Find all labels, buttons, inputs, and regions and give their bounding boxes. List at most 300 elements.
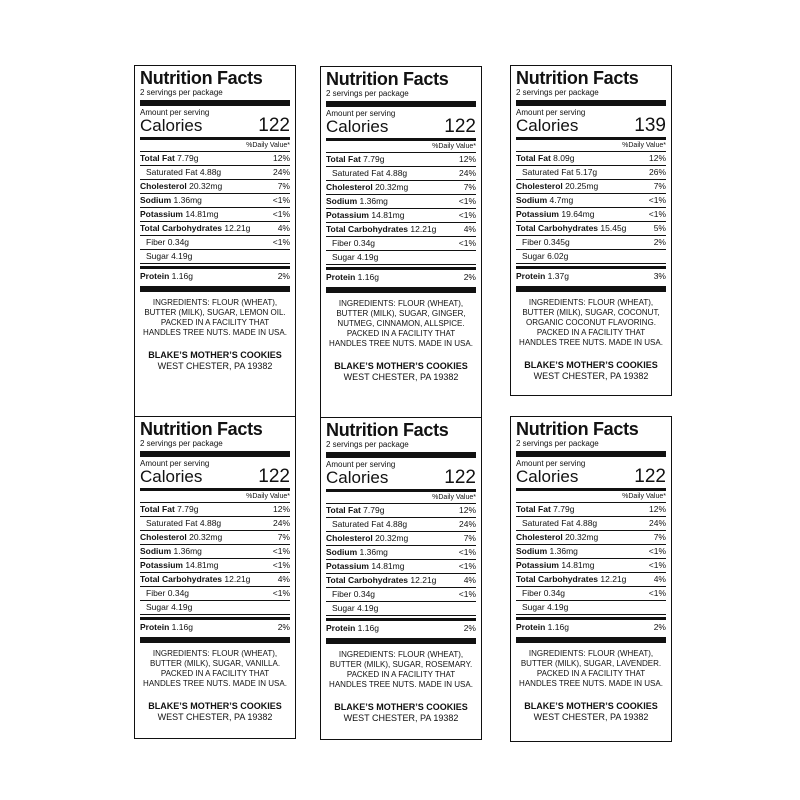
nutrient-name-amount xyxy=(326,167,407,180)
company-name: BLAKE’S MOTHER’S COOKIES xyxy=(524,701,658,711)
company-name: BLAKE’S MOTHER’S COOKIES xyxy=(334,361,468,371)
nutrient-row xyxy=(326,518,476,532)
nutrient-name-amount xyxy=(326,574,436,587)
nutrient-name: Saturated Fat xyxy=(146,167,198,177)
calories-label: Calories xyxy=(516,467,579,486)
nutrient-daily-value: 2% xyxy=(653,622,666,632)
nutrient-name-amount xyxy=(516,545,578,558)
servings-text: 2 servings per package xyxy=(140,439,223,448)
nutrient-name-amount xyxy=(326,237,375,250)
nutrient-daily-value: 7% xyxy=(277,181,290,191)
nutrient-name: Potassium xyxy=(140,209,183,219)
nutrient-daily-value: 2% xyxy=(463,623,476,633)
nutrient-name: Potassium xyxy=(326,210,369,220)
nutrient-row xyxy=(326,504,476,518)
nutrient-amount: 12.21g xyxy=(410,224,437,234)
nutrient-daily-value: <1% xyxy=(648,560,666,570)
company-address: WEST CHESTER, PA 19382 xyxy=(157,361,273,371)
nutrient-name-amount xyxy=(140,587,189,600)
nutrient-name-amount xyxy=(516,250,568,263)
nutrient-row xyxy=(516,194,666,208)
nutrient-name-amount xyxy=(326,223,436,236)
daily-value-header: %Daily Value* xyxy=(516,492,666,503)
nutrient-row xyxy=(140,601,290,615)
nutrient-name-amount xyxy=(326,622,379,635)
nutrient-name: Total Carbohydrates xyxy=(326,224,409,234)
nutrient-amount: 14.81mg xyxy=(371,561,405,571)
nutrient-name: Fiber xyxy=(522,237,542,247)
nutrient-name: Potassium xyxy=(516,209,559,219)
divider-medium xyxy=(140,266,290,269)
nutrient-row xyxy=(516,573,666,587)
nutrient-amount: 1.16g xyxy=(547,622,569,632)
amount-per-serving: Amount per serving xyxy=(516,108,586,117)
nutrient-amount: 0.34g xyxy=(167,588,190,598)
nutrient-name-amount xyxy=(140,166,221,179)
nutrient-name-amount xyxy=(140,559,218,572)
nutrient-amount: 7.79g xyxy=(363,505,385,515)
nutrient-name: Sugar xyxy=(522,251,545,261)
nutrient-name: Cholesterol xyxy=(140,532,187,542)
nutrient-row xyxy=(516,517,666,531)
nutrient-name: Total Fat xyxy=(326,505,361,515)
nutrient-name-amount xyxy=(516,531,598,544)
divider-medium xyxy=(140,617,290,620)
nutrient-name: Cholesterol xyxy=(516,532,563,542)
nutrient-name-amount xyxy=(516,236,570,249)
nutrient-name-amount xyxy=(516,270,569,283)
company-address: WEST CHESTER, PA 19382 xyxy=(343,372,459,382)
nutrient-name-amount xyxy=(326,153,384,166)
nutrient-name: Total Carbohydrates xyxy=(326,575,409,585)
nutrient-row xyxy=(516,503,666,517)
calories-row xyxy=(326,118,476,136)
ingredients-text: INGREDIENTS: FLOUR (WHEAT), BUTTER (MILK), SUGAR, ROSEMARY. PACKED IN A FACILITY THAT HANDLES TREE NUTS. MADE IN USA. xyxy=(329,650,473,689)
nutrient-name: Sugar xyxy=(146,251,169,261)
nutrient-row xyxy=(326,209,476,223)
calories-row xyxy=(516,117,666,135)
calories-row xyxy=(516,468,666,486)
nutrition-label-1 xyxy=(134,65,296,419)
nutrient-row xyxy=(140,503,290,517)
nutrient-amount: 20.25mg xyxy=(565,181,599,191)
servings-text: 2 servings per package xyxy=(516,88,599,97)
nutrient-daily-value: 4% xyxy=(463,224,476,234)
nutrient-row xyxy=(140,208,290,222)
nutrient-name-amount xyxy=(326,560,404,573)
nutrient-row xyxy=(516,180,666,194)
nutrient-row xyxy=(516,222,666,236)
nutrient-row xyxy=(140,250,290,264)
nutrition-title: Nutrition Facts xyxy=(516,419,639,439)
nutrient-name-amount xyxy=(516,152,574,165)
nutrient-daily-value: <1% xyxy=(272,546,290,556)
nutrient-row xyxy=(326,560,476,574)
nutrient-name: Protein xyxy=(516,271,546,281)
nutrient-name-amount xyxy=(516,166,597,179)
nutrition-label-6 xyxy=(510,416,672,742)
nutrient-amount: 4.19g xyxy=(547,602,569,612)
nutrient-name: Sodium xyxy=(326,547,358,557)
nutrient-name: Potassium xyxy=(326,561,369,571)
nutrient-name-amount xyxy=(516,222,626,235)
nutrient-daily-value: 24% xyxy=(648,518,666,528)
nutrient-amount: 20.32mg xyxy=(189,181,223,191)
nutrient-name: Total Fat xyxy=(516,504,551,514)
calories-value: 139 xyxy=(634,115,666,136)
nutrient-daily-value: <1% xyxy=(458,196,476,206)
nutrient-daily-value: 2% xyxy=(277,271,290,281)
calories-label: Calories xyxy=(326,468,389,487)
nutrient-name-amount xyxy=(326,181,408,194)
nutrient-amount: 14.81mg xyxy=(185,209,219,219)
company-address: WEST CHESTER, PA 19382 xyxy=(343,713,459,723)
nutrition-title: Nutrition Facts xyxy=(140,68,263,88)
nutrient-daily-value: 24% xyxy=(272,518,290,528)
nutrient-amount: 12.21g xyxy=(224,223,251,233)
nutrient-daily-value: <1% xyxy=(272,209,290,219)
nutrient-rows xyxy=(516,152,666,283)
nutrient-amount: 0.34g xyxy=(167,237,190,247)
daily-value-header: %Daily Value* xyxy=(140,141,290,152)
nutrient-name-amount xyxy=(326,532,408,545)
nutrient-name: Protein xyxy=(326,623,356,633)
nutrient-daily-value: 7% xyxy=(463,533,476,543)
nutrient-daily-value: 24% xyxy=(458,519,476,529)
daily-value-header: %Daily Value* xyxy=(140,492,290,503)
nutrient-row xyxy=(140,545,290,559)
nutrient-row xyxy=(140,152,290,166)
nutrient-amount: 4.7mg xyxy=(549,195,574,205)
nutrient-amount: 1.36mg xyxy=(173,195,202,205)
nutrient-amount: 20.32mg xyxy=(375,182,409,192)
nutrient-row xyxy=(326,574,476,588)
calories-label: Calories xyxy=(140,467,203,486)
nutrient-name: Total Fat xyxy=(326,154,361,164)
divider-thick xyxy=(326,452,476,458)
nutrient-row xyxy=(516,250,666,264)
company-name: BLAKE’S MOTHER’S COOKIES xyxy=(148,701,282,711)
nutrient-daily-value: 12% xyxy=(648,153,666,163)
nutrient-daily-value: <1% xyxy=(272,195,290,205)
nutrient-amount: 4.88g xyxy=(199,518,222,528)
nutrient-name: Sodium xyxy=(516,546,548,556)
nutrient-daily-value: 26% xyxy=(648,167,666,177)
nutrient-name: Total Fat xyxy=(140,504,175,514)
nutrient-name-amount xyxy=(516,559,594,572)
divider-thick xyxy=(516,100,666,106)
nutrient-amount: 8.09g xyxy=(553,153,575,163)
nutrient-daily-value: 4% xyxy=(277,223,290,233)
nutrient-daily-value: 3% xyxy=(653,271,666,281)
nutrition-label-5 xyxy=(320,417,482,740)
nutrient-daily-value: <1% xyxy=(648,588,666,598)
ingredients-text: INGREDIENTS: FLOUR (WHEAT), BUTTER (MILK), SUGAR, COCONUT, ORGANIC COCONUT FLAVORING. PACKED IN A FACILITY THAT HANDLES TREE NUTS. MADE IN USA. xyxy=(519,298,663,347)
divider-thick xyxy=(140,100,290,106)
calories-value: 122 xyxy=(258,466,290,487)
calories-row xyxy=(140,117,290,135)
nutrient-row xyxy=(326,588,476,602)
divider-thick xyxy=(516,286,666,292)
calories-value: 122 xyxy=(258,115,290,136)
nutrient-amount: 5.17g xyxy=(575,167,598,177)
nutrient-row xyxy=(140,573,290,587)
nutrient-amount: 1.36mg xyxy=(359,547,388,557)
nutrient-name: Sugar xyxy=(522,602,545,612)
nutrient-daily-value: 7% xyxy=(463,182,476,192)
nutrient-name: Protein xyxy=(140,271,170,281)
nutrient-name-amount xyxy=(516,601,568,614)
nutrient-name-amount xyxy=(516,208,594,221)
nutrient-rows xyxy=(516,503,666,634)
nutrient-row xyxy=(326,546,476,560)
nutrient-row xyxy=(140,180,290,194)
calories-row xyxy=(140,468,290,486)
nutrient-amount: 4.88g xyxy=(199,167,222,177)
nutrient-name-amount xyxy=(140,573,250,586)
nutrition-label-2 xyxy=(320,66,482,420)
nutrient-daily-value: 2% xyxy=(653,237,666,247)
nutrient-name: Potassium xyxy=(140,560,183,570)
calories-row xyxy=(326,469,476,487)
nutrient-name: Fiber xyxy=(332,238,352,248)
nutrient-amount: 12.21g xyxy=(600,574,627,584)
nutrient-amount: 4.88g xyxy=(385,168,408,178)
nutrient-row xyxy=(140,236,290,250)
nutrient-daily-value: <1% xyxy=(648,209,666,219)
nutrient-amount: 7.79g xyxy=(177,153,199,163)
nutrient-amount: 20.32mg xyxy=(565,532,599,542)
divider-medium xyxy=(516,488,666,491)
nutrient-name-amount xyxy=(516,503,574,516)
nutrient-amount: 1.36mg xyxy=(359,196,388,206)
nutrient-name: Saturated Fat xyxy=(332,519,384,529)
nutrient-amount: 14.81mg xyxy=(185,560,219,570)
nutrient-amount: 20.32mg xyxy=(189,532,223,542)
nutrient-name-amount xyxy=(140,270,193,283)
nutrient-name: Sugar xyxy=(332,252,355,262)
amount-per-serving: Amount per serving xyxy=(516,459,586,468)
nutrient-amount: 4.19g xyxy=(357,252,379,262)
nutrient-name-amount xyxy=(516,194,573,207)
nutrient-name-amount xyxy=(140,222,250,235)
nutrient-rows xyxy=(326,153,476,284)
nutrient-daily-value: 24% xyxy=(458,168,476,178)
nutrient-row xyxy=(326,271,476,284)
nutrient-daily-value: <1% xyxy=(272,560,290,570)
nutrient-row xyxy=(326,195,476,209)
nutrient-row xyxy=(516,531,666,545)
nutrient-daily-value: <1% xyxy=(458,547,476,557)
nutrient-amount: 4.19g xyxy=(357,603,379,613)
nutrient-name: Total Fat xyxy=(140,153,175,163)
divider-medium xyxy=(326,138,476,141)
nutrient-name: Protein xyxy=(140,622,170,632)
nutrient-daily-value: <1% xyxy=(272,588,290,598)
ingredients-text: INGREDIENTS: FLOUR (WHEAT), BUTTER (MILK), SUGAR, VANILLA. PACKED IN A FACILITY THAT HANDLES TREE NUTS. MADE IN USA. xyxy=(143,649,287,688)
amount-per-serving: Amount per serving xyxy=(326,460,396,469)
nutrient-row xyxy=(516,166,666,180)
servings-text: 2 servings per package xyxy=(516,439,599,448)
nutrient-row xyxy=(516,601,666,615)
divider-medium xyxy=(140,137,290,140)
nutrient-row xyxy=(140,531,290,545)
nutrient-name-amount xyxy=(326,602,378,615)
nutrient-amount: 4.88g xyxy=(575,518,598,528)
ingredients-text: INGREDIENTS: FLOUR (WHEAT), BUTTER (MILK), SUGAR, LAVENDER. PACKED IN A FACILITY THAT HANDLES TREE NUTS. MADE IN USA. xyxy=(519,649,663,688)
company-address: WEST CHESTER, PA 19382 xyxy=(533,371,649,381)
nutrient-daily-value: 24% xyxy=(272,167,290,177)
nutrient-name-amount xyxy=(140,250,192,263)
nutrient-amount: 0.345g xyxy=(543,237,570,247)
nutrient-name: Total Carbohydrates xyxy=(140,223,223,233)
nutrient-name: Cholesterol xyxy=(140,181,187,191)
nutrient-amount: 7.79g xyxy=(177,504,199,514)
divider-thick xyxy=(326,101,476,107)
nutrient-daily-value: 12% xyxy=(458,154,476,164)
nutrient-name: Protein xyxy=(326,272,356,282)
nutrient-amount: 19.64mg xyxy=(561,209,595,219)
nutrient-amount: 6.02g xyxy=(547,251,569,261)
nutrient-row xyxy=(140,194,290,208)
nutrient-amount: 1.16g xyxy=(171,622,193,632)
nutrient-name: Sodium xyxy=(140,546,172,556)
nutrient-name-amount xyxy=(326,546,388,559)
divider-medium xyxy=(516,137,666,140)
daily-value-header: %Daily Value* xyxy=(516,141,666,152)
nutrient-name: Saturated Fat xyxy=(146,518,198,528)
nutrient-daily-value: 12% xyxy=(458,505,476,515)
nutrient-daily-value: <1% xyxy=(648,195,666,205)
nutrient-daily-value: <1% xyxy=(458,238,476,248)
calories-value: 122 xyxy=(444,116,476,137)
nutrient-name: Saturated Fat xyxy=(522,167,574,177)
nutrient-name-amount xyxy=(140,621,193,634)
nutrient-row xyxy=(326,181,476,195)
nutrient-amount: 4.19g xyxy=(171,251,193,261)
nutrient-daily-value: 12% xyxy=(272,153,290,163)
nutrition-title: Nutrition Facts xyxy=(140,419,263,439)
nutrient-amount: 0.34g xyxy=(543,588,566,598)
nutrient-daily-value: <1% xyxy=(648,546,666,556)
nutrient-name-amount xyxy=(140,152,198,165)
nutrient-row xyxy=(516,545,666,559)
divider-thick xyxy=(326,287,476,293)
nutrient-name-amount xyxy=(326,588,375,601)
nutrient-daily-value: 2% xyxy=(277,622,290,632)
nutrient-daily-value: <1% xyxy=(458,561,476,571)
nutrient-amount: 4.19g xyxy=(171,602,193,612)
nutrient-amount: 1.37g xyxy=(547,271,569,281)
nutrient-name-amount xyxy=(140,194,202,207)
nutrient-row xyxy=(326,622,476,635)
nutrient-name-amount xyxy=(326,195,388,208)
nutrient-amount: 7.79g xyxy=(363,154,385,164)
nutrient-row xyxy=(326,602,476,616)
company-name: BLAKE’S MOTHER’S COOKIES xyxy=(334,702,468,712)
divider-thick xyxy=(140,286,290,292)
nutrient-name-amount xyxy=(326,251,378,264)
nutrient-row xyxy=(140,587,290,601)
nutrient-daily-value: <1% xyxy=(458,589,476,599)
nutrient-name-amount xyxy=(140,180,222,193)
nutrient-rows xyxy=(326,504,476,635)
nutrient-name-amount xyxy=(326,209,404,222)
nutrient-amount: 14.81mg xyxy=(371,210,405,220)
nutrient-name-amount xyxy=(140,503,198,516)
nutrient-amount: 1.16g xyxy=(357,623,379,633)
nutrient-name-amount xyxy=(326,518,407,531)
nutrient-daily-value: 12% xyxy=(272,504,290,514)
divider-medium xyxy=(326,267,476,270)
nutrient-name-amount xyxy=(516,587,565,600)
nutrient-row xyxy=(140,222,290,236)
nutrient-row xyxy=(516,621,666,634)
calories-label: Calories xyxy=(516,116,579,135)
nutrient-name: Protein xyxy=(516,622,546,632)
nutrient-amount: 0.34g xyxy=(353,589,376,599)
ingredients-text: INGREDIENTS: FLOUR (WHEAT), BUTTER (MILK), SUGAR, GINGER, NUTMEG, CINNAMON, ALLSPICE. PACKED IN A FACILITY THAT HANDLES TREE NUTS. MADE IN USA. xyxy=(329,299,473,348)
nutrient-row xyxy=(140,517,290,531)
nutrient-name: Sodium xyxy=(326,196,358,206)
nutrient-daily-value: <1% xyxy=(458,210,476,220)
nutrient-daily-value: 5% xyxy=(653,223,666,233)
nutrient-name-amount xyxy=(326,504,384,517)
nutrient-row xyxy=(326,532,476,546)
nutrient-name-amount xyxy=(516,621,569,634)
nutrient-name: Potassium xyxy=(516,560,559,570)
nutrient-daily-value: 7% xyxy=(653,181,666,191)
divider-thick xyxy=(516,637,666,643)
divider-thick xyxy=(140,637,290,643)
nutrient-row xyxy=(140,166,290,180)
servings-text: 2 servings per package xyxy=(326,440,409,449)
nutrient-row xyxy=(140,621,290,634)
calories-label: Calories xyxy=(326,117,389,136)
nutrient-name-amount xyxy=(140,601,192,614)
nutrient-name: Total Carbohydrates xyxy=(140,574,223,584)
nutrient-amount: 12.21g xyxy=(410,575,437,585)
nutrient-daily-value: 2% xyxy=(463,272,476,282)
nutrient-daily-value: 12% xyxy=(648,504,666,514)
nutrient-row xyxy=(516,587,666,601)
nutrient-name: Saturated Fat xyxy=(522,518,574,528)
nutrient-name: Total Carbohydrates xyxy=(516,223,599,233)
ingredients-text: INGREDIENTS: FLOUR (WHEAT), BUTTER (MILK), SUGAR, LEMON OIL. PACKED IN A FACILITY THAT HANDLES TREE NUTS. MADE IN USA. xyxy=(143,298,287,337)
nutrient-name-amount xyxy=(140,517,221,530)
nutrient-name: Fiber xyxy=(332,589,352,599)
amount-per-serving: Amount per serving xyxy=(326,109,396,118)
nutrient-name-amount xyxy=(140,545,202,558)
amount-per-serving: Amount per serving xyxy=(140,459,210,468)
divider-medium xyxy=(516,617,666,620)
nutrition-label-3 xyxy=(510,65,672,396)
divider-medium xyxy=(140,488,290,491)
nutrient-name: Total Carbohydrates xyxy=(516,574,599,584)
divider-medium xyxy=(516,266,666,269)
nutrient-amount: 20.32mg xyxy=(375,533,409,543)
nutrient-name-amount xyxy=(516,180,598,193)
company-address: WEST CHESTER, PA 19382 xyxy=(533,712,649,722)
nutrient-name: Cholesterol xyxy=(516,181,563,191)
nutrient-daily-value: 4% xyxy=(277,574,290,584)
nutrient-name: Cholesterol xyxy=(326,533,373,543)
nutrient-name-amount xyxy=(326,271,379,284)
nutrient-row xyxy=(516,270,666,283)
company-address: WEST CHESTER, PA 19382 xyxy=(157,712,273,722)
divider-medium xyxy=(326,489,476,492)
nutrient-row xyxy=(140,559,290,573)
